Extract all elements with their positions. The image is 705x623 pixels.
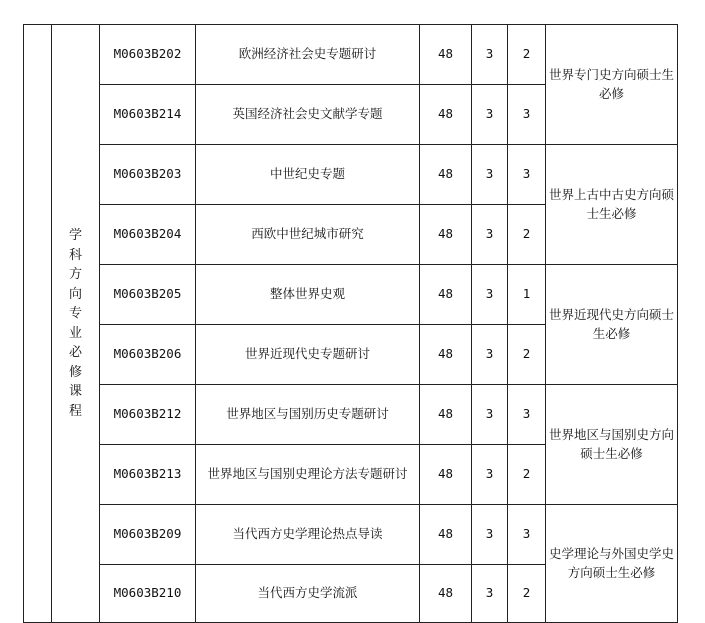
course-semester: 2 — [508, 25, 546, 85]
course-hours: 48 — [420, 265, 472, 325]
direction-note: 世界上古中古史方向硕士生必修 — [546, 145, 678, 265]
table-row — [24, 385, 678, 445]
course-hours: 48 — [420, 445, 472, 505]
course-hours: 48 — [420, 505, 472, 565]
course-semester: 3 — [508, 145, 546, 205]
category-label: 学科方向专业必修课程 — [68, 228, 82, 419]
course-credits: 3 — [472, 205, 508, 265]
direction-note: 世界地区与国别史方向硕士生必修 — [546, 385, 678, 505]
table-row — [24, 25, 678, 85]
course-semester: 2 — [508, 325, 546, 385]
course-hours: 48 — [420, 565, 472, 623]
course-table — [23, 24, 678, 623]
course-credits: 3 — [472, 505, 508, 565]
course-semester: 2 — [508, 445, 546, 505]
course-hours: 48 — [420, 25, 472, 85]
course-semester: 2 — [508, 205, 546, 265]
course-credits: 3 — [472, 325, 508, 385]
course-hours: 48 — [420, 325, 472, 385]
course-credits: 3 — [472, 565, 508, 623]
course-name: 整体世界史观 — [196, 265, 420, 325]
course-semester: 2 — [508, 565, 546, 623]
course-code: M0603B202 — [100, 25, 196, 85]
course-name: 世界地区与国别历史专题研讨 — [196, 385, 420, 445]
direction-note: 史学理论与外国史学史方向硕士生必修 — [546, 505, 678, 623]
table-row — [24, 505, 678, 565]
course-code: M0603B213 — [100, 445, 196, 505]
course-semester: 1 — [508, 265, 546, 325]
course-name: 当代西方史学流派 — [196, 565, 420, 623]
course-semester: 3 — [508, 505, 546, 565]
table-row — [24, 265, 678, 325]
course-code: M0603B205 — [100, 265, 196, 325]
course-credits: 3 — [472, 445, 508, 505]
course-name: 世界近现代史专题研讨 — [196, 325, 420, 385]
course-credits: 3 — [472, 265, 508, 325]
course-name: 英国经济社会史文献学专题 — [196, 85, 420, 145]
course-hours: 48 — [420, 145, 472, 205]
course-code: M0603B214 — [100, 85, 196, 145]
course-hours: 48 — [420, 85, 472, 145]
course-hours: 48 — [420, 385, 472, 445]
course-credits: 3 — [472, 25, 508, 85]
course-credits: 3 — [472, 145, 508, 205]
course-code: M0603B212 — [100, 385, 196, 445]
direction-note: 世界近现代史方向硕士生必修 — [546, 265, 678, 385]
course-code: M0603B204 — [100, 205, 196, 265]
course-code: M0603B210 — [100, 565, 196, 623]
course-credits: 3 — [472, 85, 508, 145]
course-name: 西欧中世纪城市研究 — [196, 205, 420, 265]
category-cell — [52, 25, 100, 623]
direction-note: 世界专门史方向硕士生必修 — [546, 25, 678, 145]
course-name: 中世纪史专题 — [196, 145, 420, 205]
course-code: M0603B206 — [100, 325, 196, 385]
blank-column — [24, 25, 52, 623]
course-code: M0603B203 — [100, 145, 196, 205]
course-name: 欧洲经济社会史专题研讨 — [196, 25, 420, 85]
course-semester: 3 — [508, 385, 546, 445]
course-hours: 48 — [420, 205, 472, 265]
course-credits: 3 — [472, 385, 508, 445]
course-name: 世界地区与国别史理论方法专题研讨 — [196, 445, 420, 505]
table-row — [24, 145, 678, 205]
course-name: 当代西方史学理论热点导读 — [196, 505, 420, 565]
course-code: M0603B209 — [100, 505, 196, 565]
course-semester: 3 — [508, 85, 546, 145]
